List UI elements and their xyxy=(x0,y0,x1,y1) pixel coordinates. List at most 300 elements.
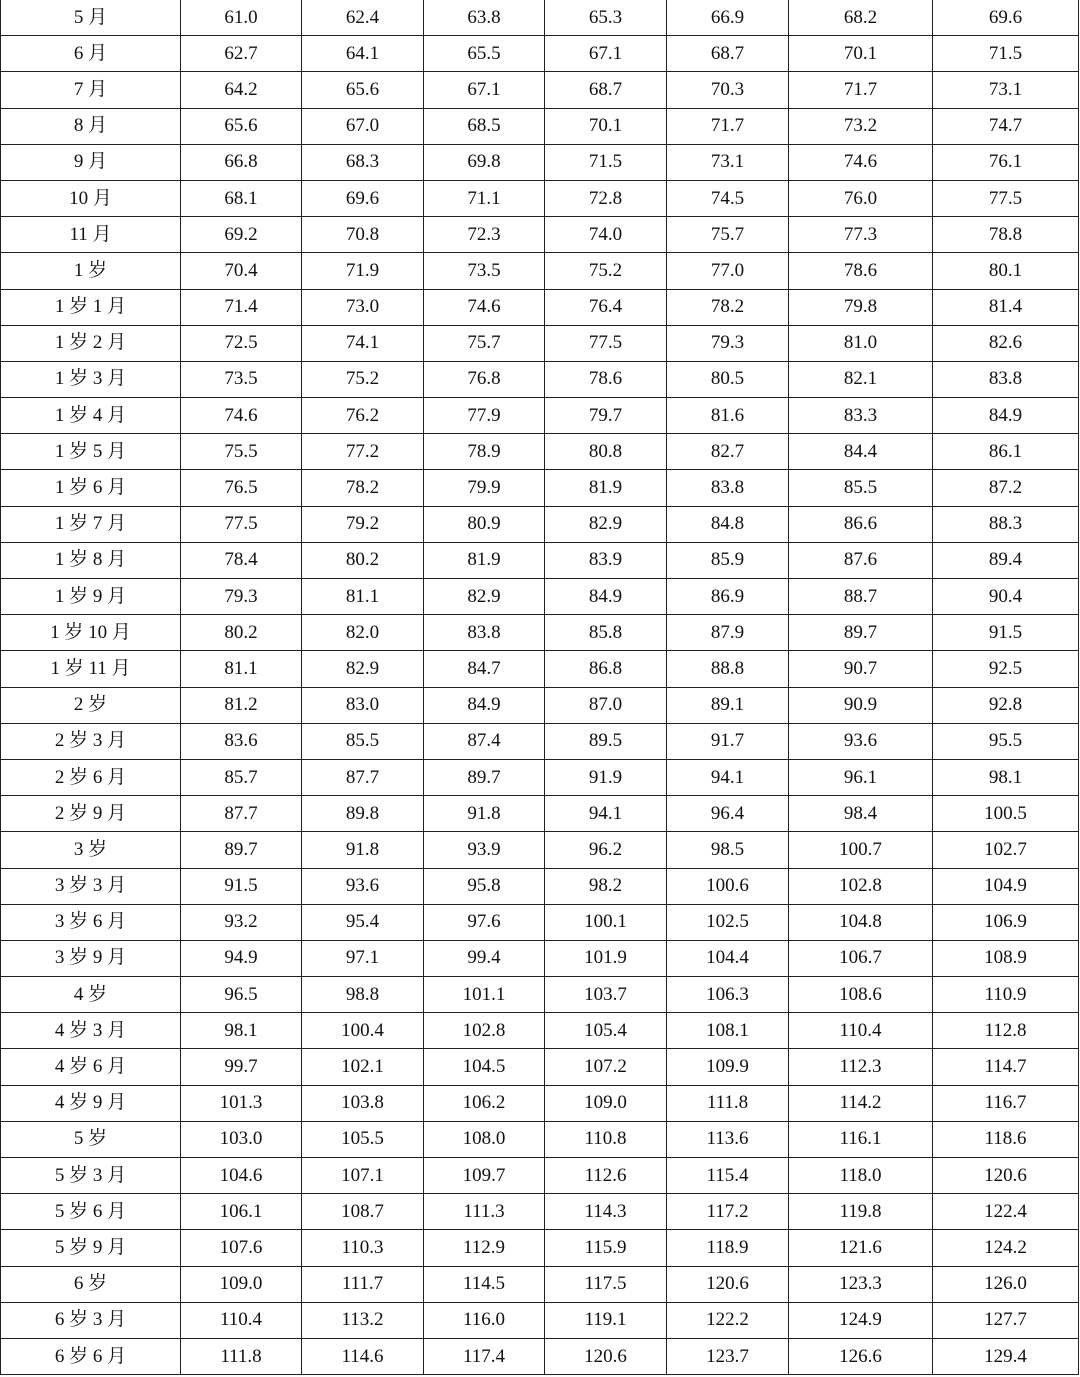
value-cell: 78.6 xyxy=(545,361,667,397)
value-cell: 98.4 xyxy=(789,796,933,832)
value-cell: 85.9 xyxy=(667,542,789,578)
value-cell: 124.9 xyxy=(789,1302,933,1338)
table-row xyxy=(1,1302,1079,1338)
value-cell: 89.5 xyxy=(545,723,667,759)
value-cell: 80.1 xyxy=(933,253,1079,289)
table-row xyxy=(1,832,1079,868)
value-cell: 88.8 xyxy=(667,651,789,687)
table-row xyxy=(1,470,1079,506)
value-cell: 73.5 xyxy=(424,253,545,289)
value-cell: 126.0 xyxy=(933,1266,1079,1302)
value-cell: 108.9 xyxy=(933,940,1079,976)
value-cell: 78.6 xyxy=(789,253,933,289)
table-row xyxy=(1,72,1079,108)
table-row xyxy=(1,651,1079,687)
value-cell: 84.9 xyxy=(545,579,667,615)
value-cell: 116.7 xyxy=(933,1085,1079,1121)
value-cell: 88.3 xyxy=(933,506,1079,542)
value-cell: 68.7 xyxy=(667,36,789,72)
value-cell: 78.4 xyxy=(181,542,302,578)
value-cell: 82.9 xyxy=(302,651,424,687)
value-cell: 87.6 xyxy=(789,542,933,578)
value-cell: 88.7 xyxy=(789,579,933,615)
value-cell: 67.1 xyxy=(424,72,545,108)
value-cell: 69.2 xyxy=(181,217,302,253)
value-cell: 108.1 xyxy=(667,1013,789,1049)
value-cell: 100.5 xyxy=(933,796,1079,832)
value-cell: 111.8 xyxy=(667,1085,789,1121)
age-cell: 1 岁 1 月 xyxy=(1,289,181,325)
value-cell: 95.8 xyxy=(424,868,545,904)
value-cell: 68.5 xyxy=(424,108,545,144)
value-cell: 81.1 xyxy=(302,579,424,615)
value-cell: 73.0 xyxy=(302,289,424,325)
value-cell: 64.1 xyxy=(302,36,424,72)
age-cell: 2 岁 6 月 xyxy=(1,759,181,795)
age-cell: 5 岁 xyxy=(1,1121,181,1157)
value-cell: 74.1 xyxy=(302,325,424,361)
table-row xyxy=(1,687,1079,723)
value-cell: 115.9 xyxy=(545,1230,667,1266)
value-cell: 120.6 xyxy=(933,1158,1079,1194)
value-cell: 91.9 xyxy=(545,759,667,795)
value-cell: 62.4 xyxy=(302,0,424,36)
value-cell: 119.1 xyxy=(545,1302,667,1338)
age-cell: 6 岁 6 月 xyxy=(1,1338,181,1374)
value-cell: 77.5 xyxy=(933,180,1079,216)
age-cell: 6 月 xyxy=(1,36,181,72)
value-cell: 72.8 xyxy=(545,180,667,216)
table-row xyxy=(1,144,1079,180)
value-cell: 86.6 xyxy=(789,506,933,542)
age-cell: 1 岁 8 月 xyxy=(1,542,181,578)
value-cell: 71.7 xyxy=(667,108,789,144)
value-cell: 71.4 xyxy=(181,289,302,325)
value-cell: 114.3 xyxy=(545,1194,667,1230)
value-cell: 79.2 xyxy=(302,506,424,542)
age-cell: 3 岁 6 月 xyxy=(1,904,181,940)
value-cell: 112.6 xyxy=(545,1158,667,1194)
value-cell: 90.7 xyxy=(789,651,933,687)
table-row xyxy=(1,759,1079,795)
value-cell: 122.2 xyxy=(667,1302,789,1338)
value-cell: 66.9 xyxy=(667,0,789,36)
value-cell: 70.1 xyxy=(789,36,933,72)
value-cell: 68.1 xyxy=(181,180,302,216)
value-cell: 74.6 xyxy=(424,289,545,325)
value-cell: 102.8 xyxy=(789,868,933,904)
value-cell: 129.4 xyxy=(933,1338,1079,1374)
value-cell: 111.7 xyxy=(302,1266,424,1302)
value-cell: 94.9 xyxy=(181,940,302,976)
value-cell: 127.7 xyxy=(933,1302,1079,1338)
value-cell: 96.4 xyxy=(667,796,789,832)
value-cell: 81.6 xyxy=(667,398,789,434)
table-row xyxy=(1,253,1079,289)
value-cell: 79.9 xyxy=(424,470,545,506)
value-cell: 123.3 xyxy=(789,1266,933,1302)
value-cell: 72.5 xyxy=(181,325,302,361)
value-cell: 83.3 xyxy=(789,398,933,434)
age-cell: 6 岁 xyxy=(1,1266,181,1302)
value-cell: 73.5 xyxy=(181,361,302,397)
value-cell: 123.7 xyxy=(667,1338,789,1374)
value-cell: 77.5 xyxy=(181,506,302,542)
value-cell: 82.6 xyxy=(933,325,1079,361)
value-cell: 96.1 xyxy=(789,759,933,795)
value-cell: 86.1 xyxy=(933,434,1079,470)
table-row xyxy=(1,1194,1079,1230)
value-cell: 108.7 xyxy=(302,1194,424,1230)
value-cell: 73.2 xyxy=(789,108,933,144)
value-cell: 102.7 xyxy=(933,832,1079,868)
value-cell: 106.7 xyxy=(789,940,933,976)
value-cell: 68.3 xyxy=(302,144,424,180)
value-cell: 99.4 xyxy=(424,940,545,976)
value-cell: 85.5 xyxy=(789,470,933,506)
table-row xyxy=(1,108,1079,144)
value-cell: 89.7 xyxy=(181,832,302,868)
value-cell: 76.8 xyxy=(424,361,545,397)
value-cell: 110.9 xyxy=(933,977,1079,1013)
value-cell: 120.6 xyxy=(545,1338,667,1374)
value-cell: 74.0 xyxy=(545,217,667,253)
value-cell: 67.1 xyxy=(545,36,667,72)
age-cell: 1 岁 6 月 xyxy=(1,470,181,506)
value-cell: 83.0 xyxy=(302,687,424,723)
value-cell: 118.0 xyxy=(789,1158,933,1194)
value-cell: 95.5 xyxy=(933,723,1079,759)
value-cell: 78.9 xyxy=(424,434,545,470)
table-row xyxy=(1,398,1079,434)
value-cell: 119.8 xyxy=(789,1194,933,1230)
value-cell: 94.1 xyxy=(667,759,789,795)
value-cell: 109.0 xyxy=(545,1085,667,1121)
value-cell: 74.6 xyxy=(181,398,302,434)
value-cell: 82.7 xyxy=(667,434,789,470)
table-row xyxy=(1,506,1079,542)
value-cell: 114.7 xyxy=(933,1049,1079,1085)
table-row xyxy=(1,1266,1079,1302)
age-cell: 5 月 xyxy=(1,0,181,36)
value-cell: 71.5 xyxy=(545,144,667,180)
value-cell: 91.5 xyxy=(181,868,302,904)
value-cell: 62.7 xyxy=(181,36,302,72)
value-cell: 69.6 xyxy=(302,180,424,216)
age-cell: 3 岁 3 月 xyxy=(1,868,181,904)
value-cell: 112.8 xyxy=(933,1013,1079,1049)
value-cell: 98.5 xyxy=(667,832,789,868)
value-cell: 87.7 xyxy=(302,759,424,795)
value-cell: 107.6 xyxy=(181,1230,302,1266)
value-cell: 75.7 xyxy=(667,217,789,253)
value-cell: 111.3 xyxy=(424,1194,545,1230)
value-cell: 102.5 xyxy=(667,904,789,940)
value-cell: 83.9 xyxy=(545,542,667,578)
value-cell: 107.1 xyxy=(302,1158,424,1194)
table-row xyxy=(1,542,1079,578)
value-cell: 99.7 xyxy=(181,1049,302,1085)
value-cell: 67.0 xyxy=(302,108,424,144)
table-row xyxy=(1,217,1079,253)
value-cell: 78.2 xyxy=(667,289,789,325)
value-cell: 75.7 xyxy=(424,325,545,361)
value-cell: 74.6 xyxy=(789,144,933,180)
value-cell: 70.3 xyxy=(667,72,789,108)
age-cell: 2 岁 3 月 xyxy=(1,723,181,759)
value-cell: 117.2 xyxy=(667,1194,789,1230)
value-cell: 85.7 xyxy=(181,759,302,795)
value-cell: 76.0 xyxy=(789,180,933,216)
value-cell: 85.5 xyxy=(302,723,424,759)
table-row xyxy=(1,0,1079,36)
value-cell: 75.2 xyxy=(545,253,667,289)
value-cell: 65.3 xyxy=(545,0,667,36)
table-row xyxy=(1,180,1079,216)
value-cell: 70.1 xyxy=(545,108,667,144)
value-cell: 93.2 xyxy=(181,904,302,940)
table-row xyxy=(1,615,1079,651)
value-cell: 80.5 xyxy=(667,361,789,397)
value-cell: 98.1 xyxy=(181,1013,302,1049)
table-row xyxy=(1,1338,1079,1374)
value-cell: 61.0 xyxy=(181,0,302,36)
value-cell: 74.7 xyxy=(933,108,1079,144)
value-cell: 81.1 xyxy=(181,651,302,687)
age-cell: 4 岁 9 月 xyxy=(1,1085,181,1121)
value-cell: 75.2 xyxy=(302,361,424,397)
value-cell: 100.1 xyxy=(545,904,667,940)
value-cell: 71.1 xyxy=(424,180,545,216)
value-cell: 91.7 xyxy=(667,723,789,759)
value-cell: 100.7 xyxy=(789,832,933,868)
value-cell: 93.6 xyxy=(302,868,424,904)
value-cell: 110.4 xyxy=(789,1013,933,1049)
value-cell: 87.4 xyxy=(424,723,545,759)
table-row xyxy=(1,904,1079,940)
value-cell: 109.9 xyxy=(667,1049,789,1085)
value-cell: 89.8 xyxy=(302,796,424,832)
value-cell: 98.8 xyxy=(302,977,424,1013)
table-row xyxy=(1,1013,1079,1049)
value-cell: 68.2 xyxy=(789,0,933,36)
value-cell: 106.2 xyxy=(424,1085,545,1121)
value-cell: 106.3 xyxy=(667,977,789,1013)
value-cell: 84.4 xyxy=(789,434,933,470)
value-cell: 66.8 xyxy=(181,144,302,180)
value-cell: 103.0 xyxy=(181,1121,302,1157)
table-row xyxy=(1,325,1079,361)
value-cell: 89.7 xyxy=(424,759,545,795)
value-cell: 77.2 xyxy=(302,434,424,470)
table-row xyxy=(1,36,1079,72)
value-cell: 100.6 xyxy=(667,868,789,904)
table-row xyxy=(1,361,1079,397)
table-row xyxy=(1,723,1079,759)
table-row xyxy=(1,1049,1079,1085)
value-cell: 104.5 xyxy=(424,1049,545,1085)
value-cell: 80.8 xyxy=(545,434,667,470)
value-cell: 80.2 xyxy=(181,615,302,651)
table-row xyxy=(1,868,1079,904)
value-cell: 110.4 xyxy=(181,1302,302,1338)
value-cell: 82.1 xyxy=(789,361,933,397)
value-cell: 76.4 xyxy=(545,289,667,325)
value-cell: 85.8 xyxy=(545,615,667,651)
value-cell: 87.7 xyxy=(181,796,302,832)
value-cell: 70.4 xyxy=(181,253,302,289)
value-cell: 64.2 xyxy=(181,72,302,108)
table-body xyxy=(1,0,1079,1375)
value-cell: 101.1 xyxy=(424,977,545,1013)
table-row xyxy=(1,434,1079,470)
value-cell: 76.5 xyxy=(181,470,302,506)
value-cell: 92.5 xyxy=(933,651,1079,687)
value-cell: 71.9 xyxy=(302,253,424,289)
value-cell: 65.6 xyxy=(181,108,302,144)
value-cell: 114.5 xyxy=(424,1266,545,1302)
value-cell: 92.8 xyxy=(933,687,1079,723)
age-cell: 4 岁 3 月 xyxy=(1,1013,181,1049)
value-cell: 103.8 xyxy=(302,1085,424,1121)
value-cell: 90.9 xyxy=(789,687,933,723)
value-cell: 104.9 xyxy=(933,868,1079,904)
value-cell: 75.5 xyxy=(181,434,302,470)
value-cell: 117.5 xyxy=(545,1266,667,1302)
value-cell: 115.4 xyxy=(667,1158,789,1194)
value-cell: 79.8 xyxy=(789,289,933,325)
age-cell: 1 岁 11 月 xyxy=(1,651,181,687)
value-cell: 80.9 xyxy=(424,506,545,542)
value-cell: 87.9 xyxy=(667,615,789,651)
value-cell: 93.6 xyxy=(789,723,933,759)
value-cell: 95.4 xyxy=(302,904,424,940)
age-cell: 10 月 xyxy=(1,180,181,216)
value-cell: 108.0 xyxy=(424,1121,545,1157)
value-cell: 73.1 xyxy=(667,144,789,180)
value-cell: 93.9 xyxy=(424,832,545,868)
value-cell: 77.0 xyxy=(667,253,789,289)
value-cell: 83.8 xyxy=(424,615,545,651)
value-cell: 108.6 xyxy=(789,977,933,1013)
value-cell: 118.6 xyxy=(933,1121,1079,1157)
age-cell: 1 岁 4 月 xyxy=(1,398,181,434)
age-cell: 1 岁 10 月 xyxy=(1,615,181,651)
value-cell: 126.6 xyxy=(789,1338,933,1374)
table-row xyxy=(1,1158,1079,1194)
value-cell: 105.5 xyxy=(302,1121,424,1157)
value-cell: 118.9 xyxy=(667,1230,789,1266)
value-cell: 96.5 xyxy=(181,977,302,1013)
value-cell: 113.2 xyxy=(302,1302,424,1338)
value-cell: 65.6 xyxy=(302,72,424,108)
value-cell: 97.6 xyxy=(424,904,545,940)
age-cell: 6 岁 3 月 xyxy=(1,1302,181,1338)
value-cell: 111.8 xyxy=(181,1338,302,1374)
value-cell: 78.2 xyxy=(302,470,424,506)
value-cell: 81.9 xyxy=(424,542,545,578)
value-cell: 81.9 xyxy=(545,470,667,506)
value-cell: 86.9 xyxy=(667,579,789,615)
value-cell: 65.5 xyxy=(424,36,545,72)
value-cell: 121.6 xyxy=(789,1230,933,1266)
value-cell: 124.2 xyxy=(933,1230,1079,1266)
table-row xyxy=(1,1121,1079,1157)
value-cell: 80.2 xyxy=(302,542,424,578)
value-cell: 96.2 xyxy=(545,832,667,868)
value-cell: 81.0 xyxy=(789,325,933,361)
table-row xyxy=(1,1230,1079,1266)
value-cell: 98.2 xyxy=(545,868,667,904)
value-cell: 109.7 xyxy=(424,1158,545,1194)
value-cell: 104.6 xyxy=(181,1158,302,1194)
value-cell: 112.9 xyxy=(424,1230,545,1266)
value-cell: 82.9 xyxy=(424,579,545,615)
value-cell: 113.6 xyxy=(667,1121,789,1157)
value-cell: 109.0 xyxy=(181,1266,302,1302)
value-cell: 83.6 xyxy=(181,723,302,759)
table-row xyxy=(1,940,1079,976)
value-cell: 101.3 xyxy=(181,1085,302,1121)
value-cell: 79.3 xyxy=(667,325,789,361)
value-cell: 112.3 xyxy=(789,1049,933,1085)
age-cell: 4 岁 xyxy=(1,977,181,1013)
table-row xyxy=(1,796,1079,832)
value-cell: 83.8 xyxy=(933,361,1079,397)
value-cell: 100.4 xyxy=(302,1013,424,1049)
value-cell: 117.4 xyxy=(424,1338,545,1374)
value-cell: 104.4 xyxy=(667,940,789,976)
age-cell: 1 岁 2 月 xyxy=(1,325,181,361)
age-cell: 5 岁 9 月 xyxy=(1,1230,181,1266)
age-cell: 2 岁 xyxy=(1,687,181,723)
value-cell: 91.8 xyxy=(424,796,545,832)
value-cell: 84.8 xyxy=(667,506,789,542)
value-cell: 110.3 xyxy=(302,1230,424,1266)
value-cell: 101.9 xyxy=(545,940,667,976)
value-cell: 110.8 xyxy=(545,1121,667,1157)
value-cell: 116.0 xyxy=(424,1302,545,1338)
value-cell: 86.8 xyxy=(545,651,667,687)
value-cell: 103.7 xyxy=(545,977,667,1013)
value-cell: 114.6 xyxy=(302,1338,424,1374)
value-cell: 91.5 xyxy=(933,615,1079,651)
value-cell: 102.1 xyxy=(302,1049,424,1085)
value-cell: 71.5 xyxy=(933,36,1079,72)
value-cell: 89.7 xyxy=(789,615,933,651)
value-cell: 90.4 xyxy=(933,579,1079,615)
age-cell: 11 月 xyxy=(1,217,181,253)
age-cell: 1 岁 3 月 xyxy=(1,361,181,397)
value-cell: 81.4 xyxy=(933,289,1079,325)
value-cell: 82.9 xyxy=(545,506,667,542)
value-cell: 87.2 xyxy=(933,470,1079,506)
value-cell: 84.9 xyxy=(933,398,1079,434)
value-cell: 87.0 xyxy=(545,687,667,723)
value-cell: 102.8 xyxy=(424,1013,545,1049)
value-cell: 82.0 xyxy=(302,615,424,651)
value-cell: 91.8 xyxy=(302,832,424,868)
value-cell: 63.8 xyxy=(424,0,545,36)
age-cell: 1 岁 7 月 xyxy=(1,506,181,542)
value-cell: 116.1 xyxy=(789,1121,933,1157)
value-cell: 106.9 xyxy=(933,904,1079,940)
value-cell: 94.1 xyxy=(545,796,667,832)
value-cell: 97.1 xyxy=(302,940,424,976)
value-cell: 106.1 xyxy=(181,1194,302,1230)
value-cell: 79.7 xyxy=(545,398,667,434)
value-cell: 83.8 xyxy=(667,470,789,506)
